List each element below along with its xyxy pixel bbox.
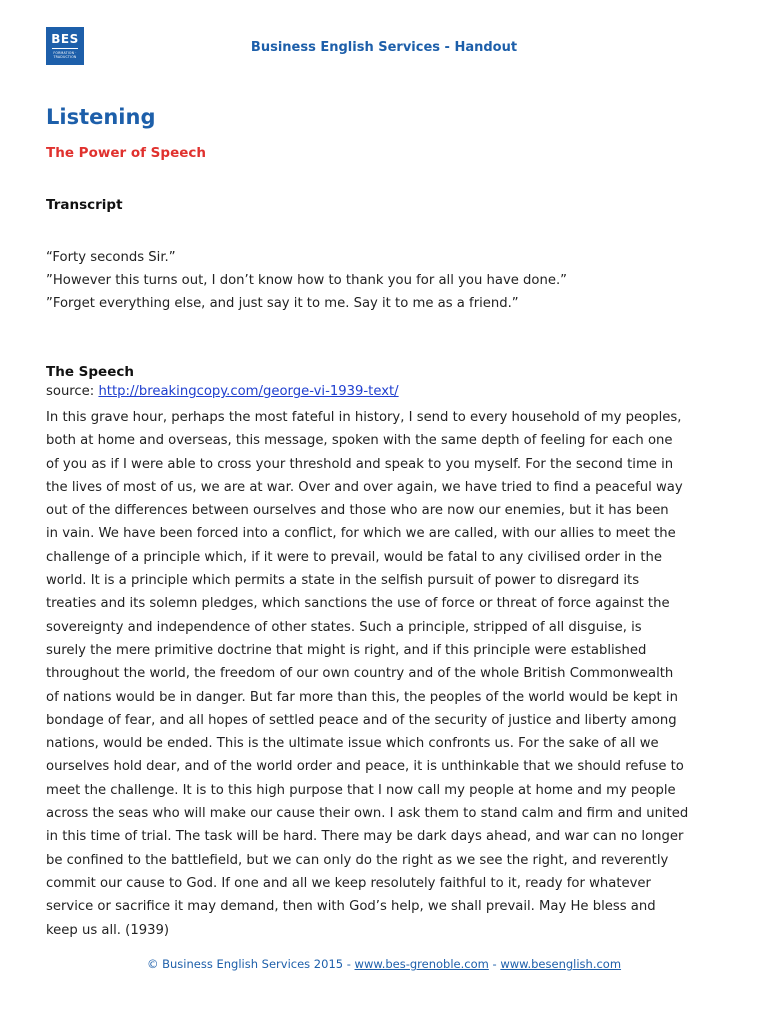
footer-copyright: © Business English Services 2015 - bbox=[146, 957, 355, 971]
footer-link-besenglish[interactable]: www.besenglish.com bbox=[500, 957, 622, 971]
speech-line: of you as if I were able to cross your threshold and speak to you myself. For the second time in bbox=[46, 456, 674, 472]
transcript-line: “Forty seconds Sir.” bbox=[46, 250, 176, 265]
logo-mark: BES bbox=[51, 32, 79, 46]
speech-line: in this time of trial. The task will be hard. There may be dark days ahead, and war can no longer bbox=[46, 829, 684, 845]
speech-line: in vain. We have been forced into a conflict, for which we are called, with our allies to meet the bbox=[46, 526, 676, 542]
transcript-line: ”Forget everything else, and just say it to me. Say it to me as a friend.” bbox=[46, 296, 519, 311]
logo-subtext: FORMATION · TRADUCTION bbox=[53, 51, 77, 59]
speech-line: both at home and overseas, this message, spoken with the same depth of feeling for each one bbox=[46, 433, 673, 449]
transcript-heading: Transcript bbox=[46, 197, 123, 213]
transcript-line: ”However this turns out, I don’t know how to thank you for all you have done.” bbox=[46, 273, 567, 288]
speech-line: throughout the world, the freedom of our own country and of the whole British Commonwealth bbox=[46, 666, 674, 682]
speech-line: sovereignty and independence of other states. Such a principle, stripped of all disguise, is bbox=[46, 619, 642, 635]
speech-line: nations, would be ended. This is the ultimate issue which confronts us. For the sake of all we bbox=[46, 736, 659, 752]
speech-line: treaties and its solemn pledges, which sanctions the use of force or threat of force against the bbox=[46, 596, 670, 612]
footer-link-bes-grenoble[interactable]: www.bes-grenoble.com bbox=[354, 957, 489, 971]
speech-line: bondage of fear, and all hopes of settled peace and of the security of justice and liberty among bbox=[46, 712, 677, 728]
speech-line: service or sacrifice it may demand, then with God’s help, we shall prevail. May He bless and bbox=[46, 899, 656, 915]
footer bbox=[0, 957, 768, 971]
speech-body bbox=[46, 406, 726, 942]
speech-line: surely the mere primitive doctrine that might is right, and if this principle were established bbox=[46, 642, 647, 658]
speech-line: of nations would be in danger. But far more than this, the peoples of the world would be kept in bbox=[46, 689, 678, 705]
speech-line: across the seas who will make our cause their own. I ask them to stand calm and firm and united bbox=[46, 806, 689, 822]
speech-line: ourselves hold dear, and of the world order and peace, it is unthinkable that we should refuse to bbox=[46, 759, 684, 775]
header-title: Business English Services - Handout bbox=[250, 40, 518, 55]
speech-line: be confined to the battlefield, but we can only do the right as we see the right, and reverently bbox=[46, 852, 669, 868]
page-title: Listening bbox=[46, 105, 156, 129]
speech-line: out of the differences between ourselves and those who are now our enemies, but it has been bbox=[46, 503, 669, 519]
speech-line: meet the challenge. It is to this high purpose that I now call my people at home and my people bbox=[46, 782, 676, 798]
source-label: source: bbox=[46, 384, 99, 399]
speech-line: keep us all. (1939) bbox=[46, 922, 170, 938]
speech-heading: The Speech bbox=[46, 364, 134, 380]
footer-separator: - bbox=[488, 957, 501, 971]
speech-line: challenge of a principle which, if it were to prevail, would be fatal to any civilised order in the bbox=[46, 549, 662, 565]
transcript-block bbox=[46, 246, 726, 315]
speech-line: commit our cause to God. If one and all we keep resolutely faithful to it, ready for whatever bbox=[46, 875, 651, 891]
speech-line: In this grave hour, perhaps the most fateful in history, I send to every household of my peoples, bbox=[46, 410, 682, 425]
speech-line: world. It is a principle which permits a state in the selfish pursuit of power to disregard its bbox=[46, 573, 640, 589]
source-link[interactable]: http://breakingcopy.com/george-vi-1939-text/ bbox=[98, 384, 399, 399]
speech-source bbox=[46, 384, 399, 399]
speech-line: the lives of most of us, we are at war. Over and over again, we have tried to find a peaceful way bbox=[46, 479, 683, 495]
page-subtitle: The Power of Speech bbox=[46, 145, 206, 161]
